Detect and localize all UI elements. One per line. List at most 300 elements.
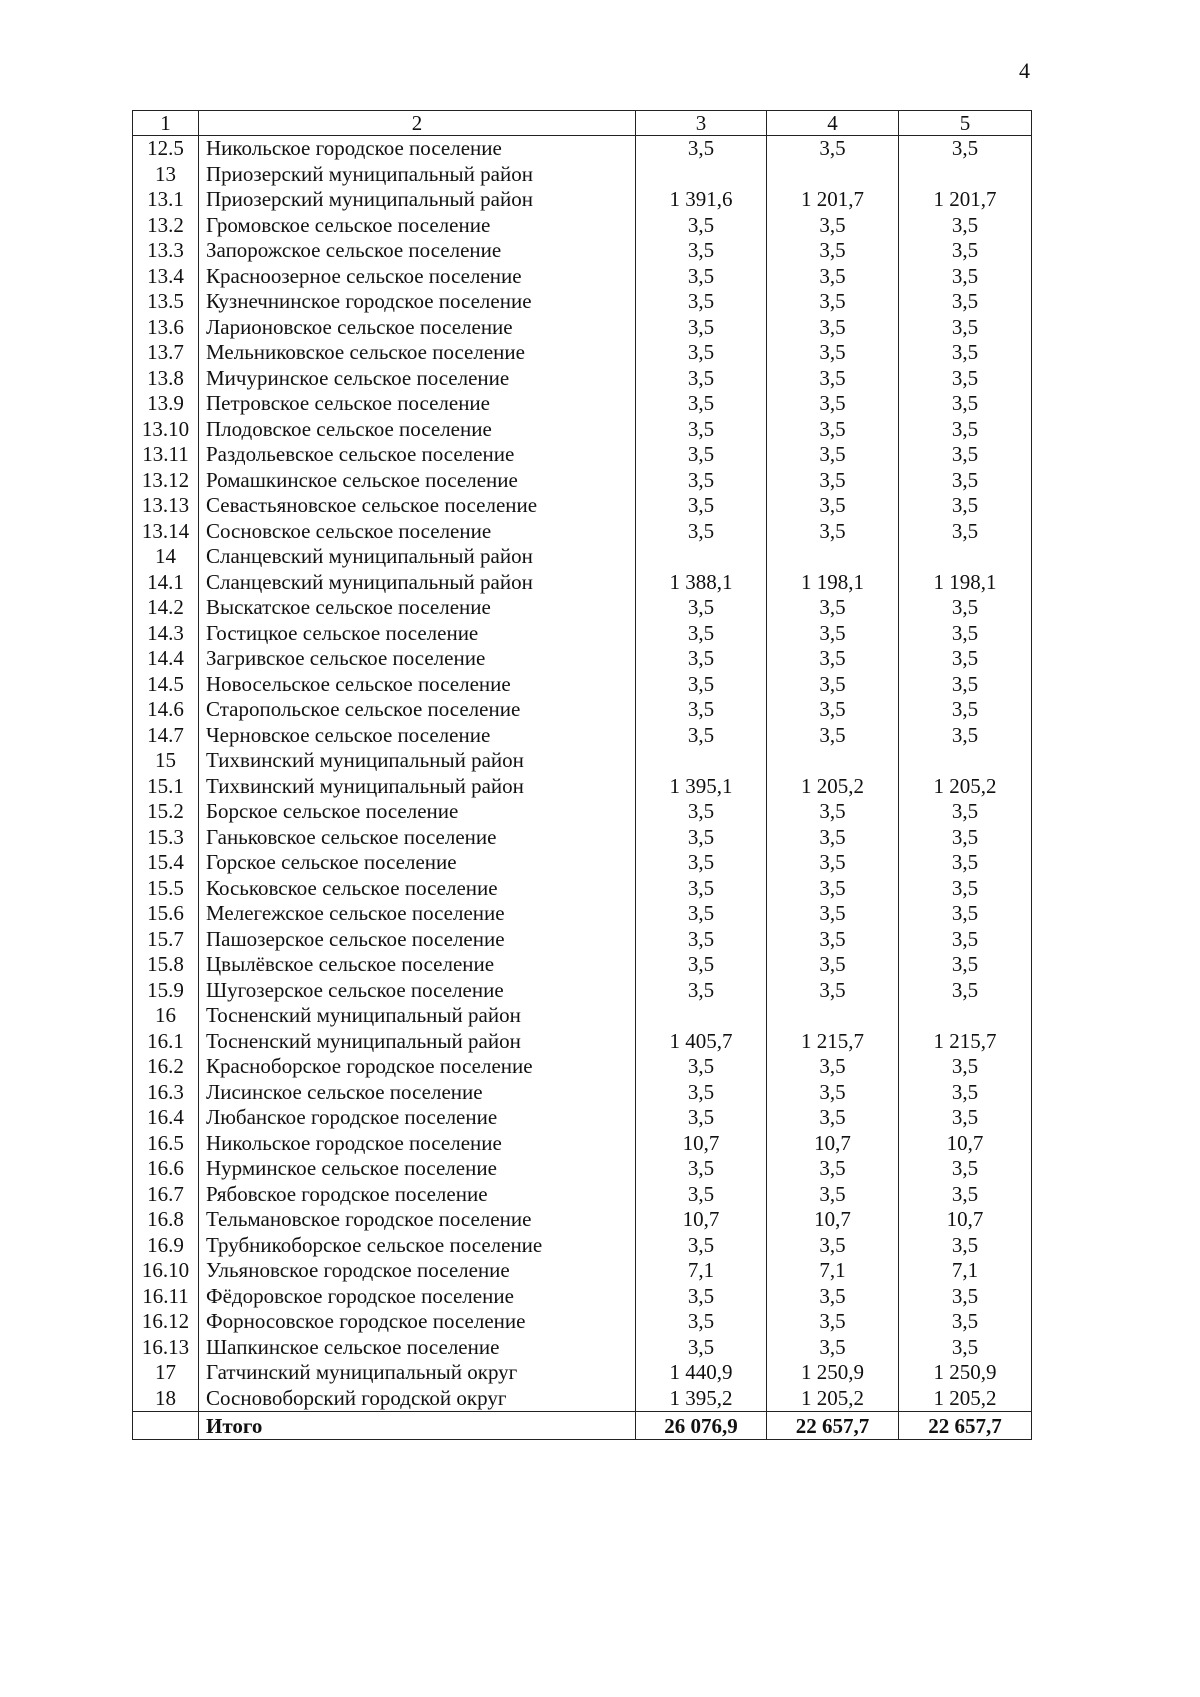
- value-col-5: [899, 162, 1032, 188]
- value-col-3: 10,7: [636, 1207, 767, 1233]
- value-col-5: 3,5: [899, 1335, 1032, 1361]
- value-col-4: 3,5: [767, 927, 899, 953]
- municipality-name: Старопольское сельское поселение: [199, 697, 636, 723]
- value-col-4: 3,5: [767, 901, 899, 927]
- table-row: [133, 391, 1032, 417]
- row-number: 13.13: [133, 493, 199, 519]
- table-row: [133, 264, 1032, 290]
- value-col-4: 3,5: [767, 697, 899, 723]
- value-col-5: 3,5: [899, 901, 1032, 927]
- municipality-name: Сланцевский муниципальный район: [199, 544, 636, 570]
- value-col-3: 3,5: [636, 417, 767, 443]
- value-col-4: 3,5: [767, 213, 899, 239]
- table-row: [133, 1233, 1032, 1259]
- value-col-4: 3,5: [767, 672, 899, 698]
- row-number: 14: [133, 544, 199, 570]
- municipality-name: Горское сельское поселение: [199, 850, 636, 876]
- row-number: 14.6: [133, 697, 199, 723]
- value-col-4: 3,5: [767, 1156, 899, 1182]
- value-col-4: 3,5: [767, 595, 899, 621]
- value-col-3: 3,5: [636, 1335, 767, 1361]
- municipality-name: Сосновоборский городской округ: [199, 1386, 636, 1412]
- value-col-5: 3,5: [899, 417, 1032, 443]
- value-col-5: 3,5: [899, 289, 1032, 315]
- row-number: 14.3: [133, 621, 199, 647]
- municipality-name: Ларионовское сельское поселение: [199, 315, 636, 341]
- value-col-5: 3,5: [899, 213, 1032, 239]
- value-col-5: 1 201,7: [899, 187, 1032, 213]
- value-col-5: 3,5: [899, 825, 1032, 851]
- value-col-4: 3,5: [767, 136, 899, 162]
- municipality-name: Раздольевское сельское поселение: [199, 442, 636, 468]
- municipality-name: Громовское сельское поселение: [199, 213, 636, 239]
- row-number: 16.11: [133, 1284, 199, 1310]
- table-row: [133, 468, 1032, 494]
- row-number: 16.1: [133, 1029, 199, 1055]
- total-col-3: 26 076,9: [636, 1412, 767, 1440]
- row-number: 16.3: [133, 1080, 199, 1106]
- value-col-3: 3,5: [636, 697, 767, 723]
- municipality-name: Борское сельское поселение: [199, 799, 636, 825]
- value-col-3: 3,5: [636, 850, 767, 876]
- table-row: [133, 952, 1032, 978]
- value-col-4: 10,7: [767, 1131, 899, 1157]
- value-col-4: 3,5: [767, 646, 899, 672]
- value-col-3: 3,5: [636, 493, 767, 519]
- value-col-3: [636, 748, 767, 774]
- value-col-4: 3,5: [767, 1182, 899, 1208]
- value-col-4: 1 205,2: [767, 774, 899, 800]
- value-col-3: 1 395,1: [636, 774, 767, 800]
- municipality-name: Шугозерское сельское поселение: [199, 978, 636, 1004]
- table-row: [133, 1080, 1032, 1106]
- total-col-4: 22 657,7: [767, 1412, 899, 1440]
- value-col-3: 3,5: [636, 952, 767, 978]
- table-row: [133, 1003, 1032, 1029]
- table-row: [133, 544, 1032, 570]
- table-row: [133, 672, 1032, 698]
- value-col-5: 1 250,9: [899, 1360, 1032, 1386]
- table-row: [133, 289, 1032, 315]
- value-col-3: 3,5: [636, 927, 767, 953]
- value-col-3: 3,5: [636, 213, 767, 239]
- table-row: [133, 1105, 1032, 1131]
- municipality-name: Гостицкое сельское поселение: [199, 621, 636, 647]
- table-row: [133, 1054, 1032, 1080]
- table-row: [133, 162, 1032, 188]
- table-row: [133, 774, 1032, 800]
- value-col-5: 3,5: [899, 697, 1032, 723]
- row-number: 16.12: [133, 1309, 199, 1335]
- table-row: [133, 850, 1032, 876]
- value-col-5: 3,5: [899, 672, 1032, 698]
- value-col-5: 3,5: [899, 1080, 1032, 1106]
- total-col-5: 22 657,7: [899, 1412, 1032, 1440]
- row-number: 16.9: [133, 1233, 199, 1259]
- row-number: 15.7: [133, 927, 199, 953]
- municipality-name: Тосненский муниципальный район: [199, 1029, 636, 1055]
- value-col-3: [636, 544, 767, 570]
- municipality-name: Нурминское сельское поселение: [199, 1156, 636, 1182]
- value-col-3: 3,5: [636, 238, 767, 264]
- value-col-3: 3,5: [636, 901, 767, 927]
- value-col-5: 7,1: [899, 1258, 1032, 1284]
- value-col-3: 3,5: [636, 1156, 767, 1182]
- value-col-4: 3,5: [767, 1233, 899, 1259]
- value-col-3: 7,1: [636, 1258, 767, 1284]
- value-col-5: 3,5: [899, 927, 1032, 953]
- municipality-name: Красноозерное сельское поселение: [199, 264, 636, 290]
- row-number: 15.9: [133, 978, 199, 1004]
- value-col-4: 3,5: [767, 1080, 899, 1106]
- table-row: [133, 1207, 1032, 1233]
- table-row: [133, 1029, 1032, 1055]
- municipality-name: Тельмановское городское поселение: [199, 1207, 636, 1233]
- total-label: Итого: [199, 1412, 636, 1440]
- row-number: 16.10: [133, 1258, 199, 1284]
- value-col-4: 10,7: [767, 1207, 899, 1233]
- value-col-3: 3,5: [636, 289, 767, 315]
- value-col-5: 1 198,1: [899, 570, 1032, 596]
- municipality-name: Красноборское городское поселение: [199, 1054, 636, 1080]
- value-col-4: 3,5: [767, 1105, 899, 1131]
- value-col-3: 3,5: [636, 519, 767, 545]
- value-col-5: 3,5: [899, 1233, 1032, 1259]
- table-row: [133, 1182, 1032, 1208]
- municipality-name: Мельниковское сельское поселение: [199, 340, 636, 366]
- municipality-name: Тихвинский муниципальный район: [199, 774, 636, 800]
- value-col-5: 3,5: [899, 1054, 1032, 1080]
- municipality-name: Запорожское сельское поселение: [199, 238, 636, 264]
- value-col-4: [767, 162, 899, 188]
- table-row: [133, 570, 1032, 596]
- municipality-name: Трубникоборское сельское поселение: [199, 1233, 636, 1259]
- row-number: 13.6: [133, 315, 199, 341]
- value-col-4: 3,5: [767, 238, 899, 264]
- municipality-name: Выскатское сельское поселение: [199, 595, 636, 621]
- row-number: 13.8: [133, 366, 199, 392]
- value-col-3: 3,5: [636, 595, 767, 621]
- value-col-3: 3,5: [636, 646, 767, 672]
- table-row: [133, 748, 1032, 774]
- value-col-3: 3,5: [636, 723, 767, 749]
- table-row: [133, 1309, 1032, 1335]
- value-col-4: 3,5: [767, 850, 899, 876]
- municipality-name: Пашозерское сельское поселение: [199, 927, 636, 953]
- row-number: 16.13: [133, 1335, 199, 1361]
- header-col-1: 1: [133, 111, 199, 136]
- municipality-name: Гатчинский муниципальный округ: [199, 1360, 636, 1386]
- row-number: 15.5: [133, 876, 199, 902]
- value-col-4: [767, 1003, 899, 1029]
- value-col-5: 3,5: [899, 799, 1032, 825]
- value-col-3: 3,5: [636, 264, 767, 290]
- value-col-4: 3,5: [767, 493, 899, 519]
- value-col-5: 3,5: [899, 876, 1032, 902]
- value-col-5: [899, 748, 1032, 774]
- value-col-3: 3,5: [636, 876, 767, 902]
- value-col-5: 10,7: [899, 1131, 1032, 1157]
- table-row: [133, 876, 1032, 902]
- row-number: 15: [133, 748, 199, 774]
- value-col-5: 3,5: [899, 264, 1032, 290]
- row-number: 15.2: [133, 799, 199, 825]
- value-col-5: 3,5: [899, 952, 1032, 978]
- table-row: [133, 697, 1032, 723]
- table-row: [133, 621, 1032, 647]
- municipality-name: Ульяновское городское поселение: [199, 1258, 636, 1284]
- row-number: 15.8: [133, 952, 199, 978]
- page-number: 4: [1019, 58, 1030, 83]
- table-row: [133, 901, 1032, 927]
- table-row: [133, 136, 1032, 162]
- value-col-3: 1 391,6: [636, 187, 767, 213]
- value-col-4: 3,5: [767, 366, 899, 392]
- value-col-3: 1 405,7: [636, 1029, 767, 1055]
- municipality-name: Любанское городское поселение: [199, 1105, 636, 1131]
- value-col-4: 3,5: [767, 1309, 899, 1335]
- table-row: [133, 493, 1032, 519]
- header-col-2: 2: [199, 111, 636, 136]
- value-col-4: 3,5: [767, 621, 899, 647]
- value-col-4: 3,5: [767, 315, 899, 341]
- table-row: [133, 519, 1032, 545]
- value-col-3: 3,5: [636, 978, 767, 1004]
- municipality-name: Ромашкинское сельское поселение: [199, 468, 636, 494]
- municipality-name: Черновское сельское поселение: [199, 723, 636, 749]
- table-row: [133, 340, 1032, 366]
- row-number: 13.12: [133, 468, 199, 494]
- header-col-4: 4: [767, 111, 899, 136]
- value-col-4: 3,5: [767, 391, 899, 417]
- value-col-3: 3,5: [636, 799, 767, 825]
- header-col-3: 3: [636, 111, 767, 136]
- value-col-3: 3,5: [636, 340, 767, 366]
- table-row: [133, 1284, 1032, 1310]
- value-col-3: 3,5: [636, 1054, 767, 1080]
- value-col-3: 3,5: [636, 136, 767, 162]
- table-row: [133, 1386, 1032, 1412]
- row-number: 15.1: [133, 774, 199, 800]
- row-number: 14.4: [133, 646, 199, 672]
- value-col-4: 3,5: [767, 468, 899, 494]
- total-num-cell: [133, 1412, 199, 1440]
- municipality-name: Лисинское сельское поселение: [199, 1080, 636, 1106]
- row-number: 13.7: [133, 340, 199, 366]
- value-col-3: 1 395,2: [636, 1386, 767, 1412]
- value-col-5: 3,5: [899, 238, 1032, 264]
- municipality-name: Севастьяновское сельское поселение: [199, 493, 636, 519]
- value-col-5: 3,5: [899, 978, 1032, 1004]
- row-number: 16.6: [133, 1156, 199, 1182]
- value-col-3: 3,5: [636, 621, 767, 647]
- value-col-5: 3,5: [899, 1284, 1032, 1310]
- table-row: [133, 187, 1032, 213]
- row-number: 14.7: [133, 723, 199, 749]
- header-col-5: 5: [899, 111, 1032, 136]
- value-col-5: 3,5: [899, 493, 1032, 519]
- allocation-table: [132, 110, 1032, 1440]
- value-col-3: 3,5: [636, 1105, 767, 1131]
- row-number: 13.3: [133, 238, 199, 264]
- value-col-5: 3,5: [899, 366, 1032, 392]
- table-row: [133, 315, 1032, 341]
- table-row: [133, 1131, 1032, 1157]
- municipality-name: Загривское сельское поселение: [199, 646, 636, 672]
- value-col-5: 10,7: [899, 1207, 1032, 1233]
- value-col-5: 3,5: [899, 646, 1032, 672]
- municipality-name: Сосновское сельское поселение: [199, 519, 636, 545]
- row-number: 15.3: [133, 825, 199, 851]
- value-col-3: 3,5: [636, 1233, 767, 1259]
- table-row: [133, 213, 1032, 239]
- table-row: [133, 927, 1032, 953]
- municipality-name: Ганьковское сельское поселение: [199, 825, 636, 851]
- value-col-5: 3,5: [899, 340, 1032, 366]
- row-number: 13: [133, 162, 199, 188]
- table-row: [133, 1156, 1032, 1182]
- municipality-name: Форносовское городское поселение: [199, 1309, 636, 1335]
- value-col-4: 3,5: [767, 1335, 899, 1361]
- value-col-5: 3,5: [899, 391, 1032, 417]
- row-number: 15.6: [133, 901, 199, 927]
- value-col-4: [767, 544, 899, 570]
- row-number: 16.8: [133, 1207, 199, 1233]
- value-col-4: 3,5: [767, 340, 899, 366]
- municipality-name: Тихвинский муниципальный район: [199, 748, 636, 774]
- table-row: [133, 799, 1032, 825]
- value-col-4: 3,5: [767, 799, 899, 825]
- municipality-name: Сланцевский муниципальный район: [199, 570, 636, 596]
- table-row: [133, 1335, 1032, 1361]
- row-number: 16.5: [133, 1131, 199, 1157]
- value-col-5: 3,5: [899, 723, 1032, 749]
- value-col-4: 1 215,7: [767, 1029, 899, 1055]
- table-row: [133, 825, 1032, 851]
- value-col-5: 3,5: [899, 621, 1032, 647]
- value-col-5: 3,5: [899, 1105, 1032, 1131]
- row-number: 16.7: [133, 1182, 199, 1208]
- value-col-3: 3,5: [636, 1080, 767, 1106]
- value-col-5: 1 215,7: [899, 1029, 1032, 1055]
- row-number: 13.2: [133, 213, 199, 239]
- row-number: 12.5: [133, 136, 199, 162]
- row-number: 13.9: [133, 391, 199, 417]
- value-col-4: 1 250,9: [767, 1360, 899, 1386]
- value-col-4: 3,5: [767, 264, 899, 290]
- municipality-name: Тосненский муниципальный район: [199, 1003, 636, 1029]
- value-col-3: 3,5: [636, 442, 767, 468]
- value-col-5: 1 205,2: [899, 774, 1032, 800]
- value-col-4: 1 205,2: [767, 1386, 899, 1412]
- table-row: [133, 366, 1032, 392]
- row-number: 13.14: [133, 519, 199, 545]
- value-col-5: 3,5: [899, 519, 1032, 545]
- total-row: [133, 1412, 1032, 1440]
- value-col-3: 3,5: [636, 315, 767, 341]
- value-col-5: 3,5: [899, 850, 1032, 876]
- row-number: 14.5: [133, 672, 199, 698]
- value-col-5: 1 205,2: [899, 1386, 1032, 1412]
- municipality-name: Цвылёвское сельское поселение: [199, 952, 636, 978]
- value-col-3: [636, 1003, 767, 1029]
- row-number: 14.2: [133, 595, 199, 621]
- value-col-5: 3,5: [899, 136, 1032, 162]
- value-col-4: 3,5: [767, 723, 899, 749]
- municipality-name: Мелегежское сельское поселение: [199, 901, 636, 927]
- table-row: [133, 1258, 1032, 1284]
- value-col-4: 3,5: [767, 1284, 899, 1310]
- municipality-name: Никольское городское поселение: [199, 1131, 636, 1157]
- table-row: [133, 417, 1032, 443]
- table-row: [133, 442, 1032, 468]
- table-row: [133, 238, 1032, 264]
- value-col-5: 3,5: [899, 595, 1032, 621]
- value-col-4: 3,5: [767, 289, 899, 315]
- value-col-3: [636, 162, 767, 188]
- row-number: 17: [133, 1360, 199, 1386]
- row-number: 16: [133, 1003, 199, 1029]
- table-row: [133, 723, 1032, 749]
- municipality-name: Фёдоровское городское поселение: [199, 1284, 636, 1310]
- value-col-4: 3,5: [767, 952, 899, 978]
- table-row: [133, 646, 1032, 672]
- municipality-name: Приозерский муниципальный район: [199, 187, 636, 213]
- row-number: 18: [133, 1386, 199, 1412]
- table-row: [133, 1360, 1032, 1386]
- row-number: 16.4: [133, 1105, 199, 1131]
- municipality-name: Кузнечнинское городское поселение: [199, 289, 636, 315]
- municipality-name: Шапкинское сельское поселение: [199, 1335, 636, 1361]
- row-number: 15.4: [133, 850, 199, 876]
- value-col-4: 3,5: [767, 519, 899, 545]
- row-number: 13.11: [133, 442, 199, 468]
- value-col-3: 3,5: [636, 1309, 767, 1335]
- municipality-name: Плодовское сельское поселение: [199, 417, 636, 443]
- value-col-5: 3,5: [899, 1156, 1032, 1182]
- value-col-4: 3,5: [767, 825, 899, 851]
- row-number: 13.10: [133, 417, 199, 443]
- municipality-name: Приозерский муниципальный район: [199, 162, 636, 188]
- value-col-3: 3,5: [636, 825, 767, 851]
- value-col-3: 1 388,1: [636, 570, 767, 596]
- table-header-row: [133, 111, 1032, 136]
- municipality-name: Мичуринское сельское поселение: [199, 366, 636, 392]
- value-col-3: 3,5: [636, 1284, 767, 1310]
- value-col-3: 3,5: [636, 391, 767, 417]
- value-col-5: [899, 1003, 1032, 1029]
- municipality-name: Петровское сельское поселение: [199, 391, 636, 417]
- value-col-4: 3,5: [767, 978, 899, 1004]
- value-col-5: 3,5: [899, 442, 1032, 468]
- row-number: 13.4: [133, 264, 199, 290]
- value-col-4: 1 201,7: [767, 187, 899, 213]
- value-col-4: 3,5: [767, 876, 899, 902]
- value-col-5: 3,5: [899, 468, 1032, 494]
- municipality-name: Коськовское сельское поселение: [199, 876, 636, 902]
- value-col-3: 3,5: [636, 672, 767, 698]
- municipality-name: Никольское городское поселение: [199, 136, 636, 162]
- value-col-3: 1 440,9: [636, 1360, 767, 1386]
- value-col-4: 7,1: [767, 1258, 899, 1284]
- value-col-4: 3,5: [767, 1054, 899, 1080]
- value-col-5: 3,5: [899, 315, 1032, 341]
- row-number: 13.1: [133, 187, 199, 213]
- table-row: [133, 978, 1032, 1004]
- value-col-4: 1 198,1: [767, 570, 899, 596]
- value-col-5: [899, 544, 1032, 570]
- value-col-3: 3,5: [636, 1182, 767, 1208]
